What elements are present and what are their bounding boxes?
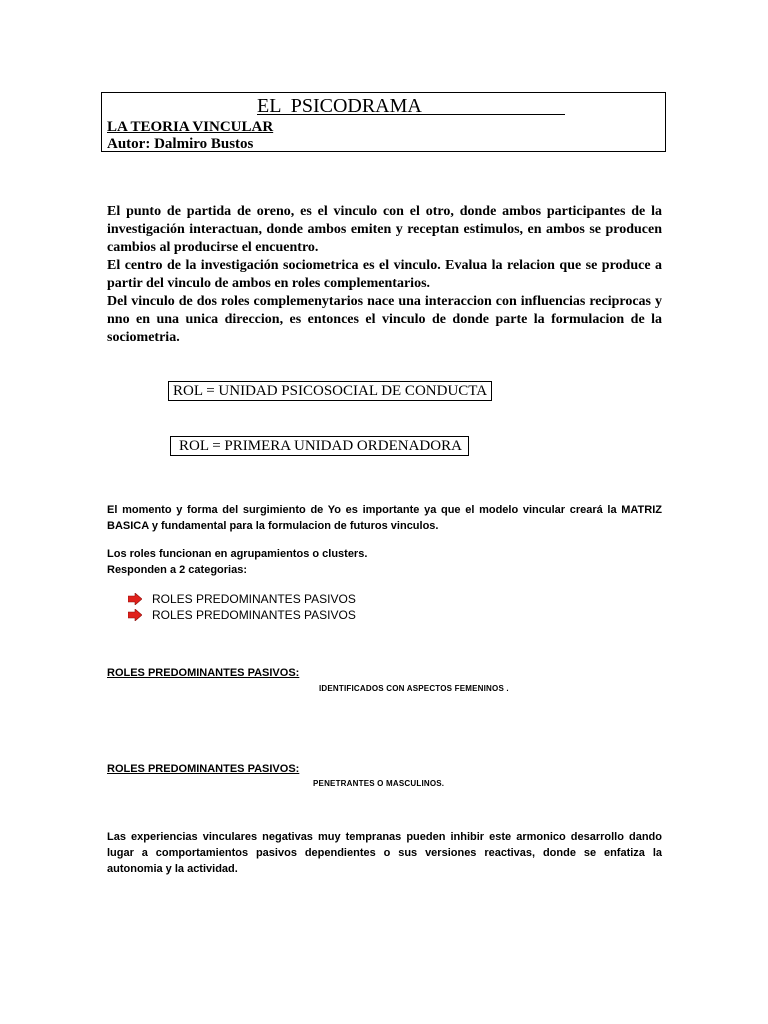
final-text: Las experiencias vinculares negativas muy tempranas pueden inhibir este armonico desarrollo dando lugar a comportamientos pasivos dependientes o sus versiones reactivas, donde se enfatiza la autonomia y la actividad.: [107, 831, 662, 875]
intro-paragraph: El punto de partida de oreno, es el vinculo con el otro, donde ambos participantes de la investigación interactuan, donde ambos emiten y receptan estimulos, en ambos se producen cambios al producirse el encuentro.: [107, 204, 662, 255]
document-author: Autor: Dalmiro Bustos: [107, 136, 254, 152]
document-title: EL PSICODRAMA: [257, 95, 422, 117]
roles-paragraph: [107, 546, 662, 578]
title-underline: [257, 114, 565, 115]
section-heading-passive-1: ROLES PREDOMINANTES PASIVOS:: [107, 667, 300, 679]
document-subtitle: LA TEORIA VINCULAR: [107, 119, 274, 135]
header-box: [101, 92, 666, 152]
roles-bullet-list: [128, 591, 356, 623]
red-arrow-icon: [128, 593, 142, 605]
list-item: [128, 591, 356, 607]
intro-paragraph: El centro de la investigación sociometrica es el vinculo. Evalua la relacion que se produce a partir del vinculo de ambos en roles complementarios.: [107, 258, 662, 291]
roles-line: Los roles funcionan en agrupamientos o clusters.: [107, 548, 368, 560]
section-note-masculinos: PENETRANTES O MASCULINOS.: [313, 779, 445, 788]
bullet-label: ROLES PREDOMINANTES PASIVOS: [152, 608, 356, 622]
final-paragraph: [107, 829, 662, 877]
intro-paragraph: Del vinculo de dos roles complemenytarios nace una interaccion con influencias reciprocas y nno en una unica direccion, es entonces el vinculo de donde parte la formulacion de la sociometria.: [107, 294, 662, 345]
section-note-femeninos: IDENTIFICADOS CON ASPECTOS FEMENINOS .: [319, 684, 509, 693]
matriz-text: El momento y forma del surgimiento de Yo es importante ya que el modelo vincular creará la MATRIZ BASICA y fundamental para la formulacion de futuros vinculos.: [107, 504, 662, 532]
bullet-label: ROLES PREDOMINANTES PASIVOS: [152, 592, 356, 606]
red-arrow-icon: [128, 609, 142, 621]
section-heading-passive-2: ROLES PREDOMINANTES PASIVOS:: [107, 763, 300, 775]
intro-section: [107, 203, 662, 347]
definition-box-ordenadora: ROL = PRIMERA UNIDAD ORDENADORA: [170, 436, 469, 456]
list-item: [128, 607, 356, 623]
roles-line: Responden a 2 categorias:: [107, 564, 247, 576]
definition-box-psicosocial: ROL = UNIDAD PSICOSOCIAL DE CONDUCTA: [168, 381, 492, 401]
matriz-paragraph: [107, 502, 662, 534]
